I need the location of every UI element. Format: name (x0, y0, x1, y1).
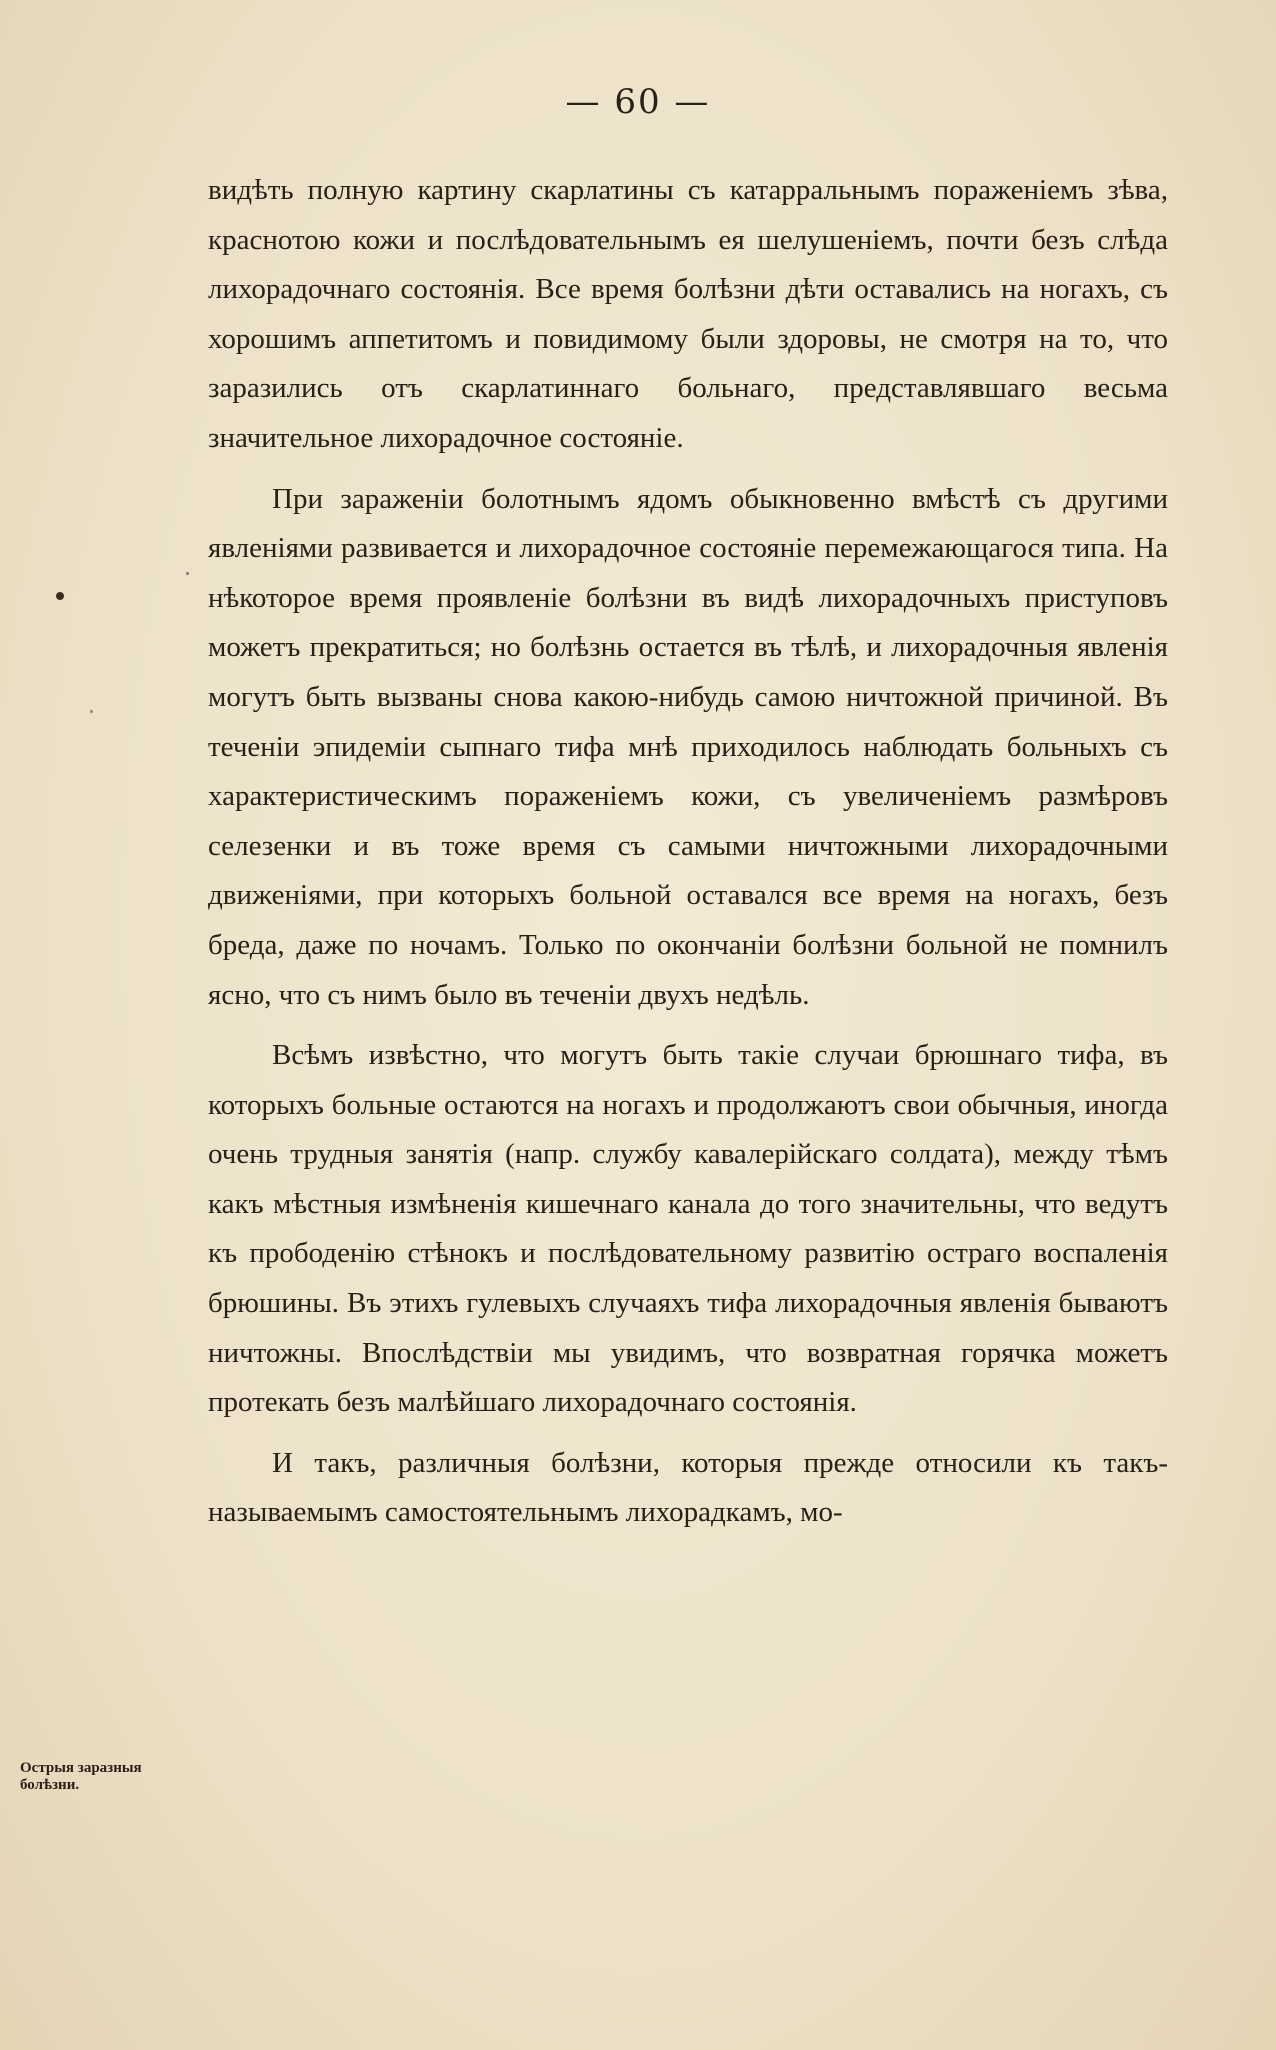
ink-speck (56, 592, 64, 600)
ink-speck (90, 710, 93, 713)
paragraph-4: И такъ, различныя болѣзни, которыя прежде относили къ такъ-называемымъ самостоятельнымъ лихорадкамъ, мо- (208, 1446, 1168, 1529)
body-text (208, 166, 1168, 1538)
paragraph-1: видѣть полную картину скарлатины съ катарральнымъ пораженіемъ зѣва, краснотою кожи и послѣдовательнымъ ея шелушеніемъ, почти безъ слѣда лихорадочнаго состоянія. Все время болѣзни дѣти оставались на ногахъ, съ хорошимъ аппетитомъ и повидимому были здоровы, не смотря на то, что заразились отъ скарлатиннаго больнаго, представлявшаго весьма значительное лихорадочное состояніе. (208, 174, 1168, 454)
paragraph-2: При зараженіи болотнымъ ядомъ обыкновенно вмѣстѣ съ другими явленіями развивается и лихорадочное состояніе перемежающагося типа. На нѣкоторое время проявленіе болѣзни въ видѣ лихорадочныхъ приступовъ можетъ прекратиться; но болѣзнь остается въ тѣлѣ, и лихорадочныя явленія могутъ быть вызваны снова какою-нибудь самою ничтожной причиной. Въ теченіи эпидеміи сыпнаго тифа мнѣ приходилось наблюдать больныхъ съ характеристическимъ пораженіемъ кожи, съ увеличеніемъ размѣровъ селезенки и въ тоже время съ самыми ничтожными лихорадочными движеніями, при которыхъ больной оставался все время на ногахъ, безъ бреда, даже по ночамъ. Только по окончаніи болѣзни больной не помнилъ ясно, что съ нимъ было въ теченіи двухъ недѣль. (208, 482, 1168, 1011)
paragraph-3: Всѣмъ извѣстно, что могутъ быть такіе случаи брюшнаго тифа, въ которыхъ больные остаются на ногахъ и продолжаютъ свои обычныя, иногда очень трудныя занятія (напр. службу кавалерійскаго солдата), между тѣмъ какъ мѣстныя измѣненія кишечнаго канала до того значительны, что ведутъ къ прободенію стѣнокъ и послѣдовательному развитію остраго воспаленія брюшины. Въ этихъ гулевыхъ случаяхъ тифа лихорадочныя явленія бываютъ ничтожны. Впослѣдствіи мы увидимъ, что возвратная горячка можетъ протекать безъ малѣйшаго лихорадочнаго состоянія. (208, 1039, 1168, 1419)
page-number: — 60 — (565, 82, 711, 122)
margin-note: Острыя заразныя болѣзни. (20, 1760, 142, 1793)
ink-speck (186, 572, 189, 575)
